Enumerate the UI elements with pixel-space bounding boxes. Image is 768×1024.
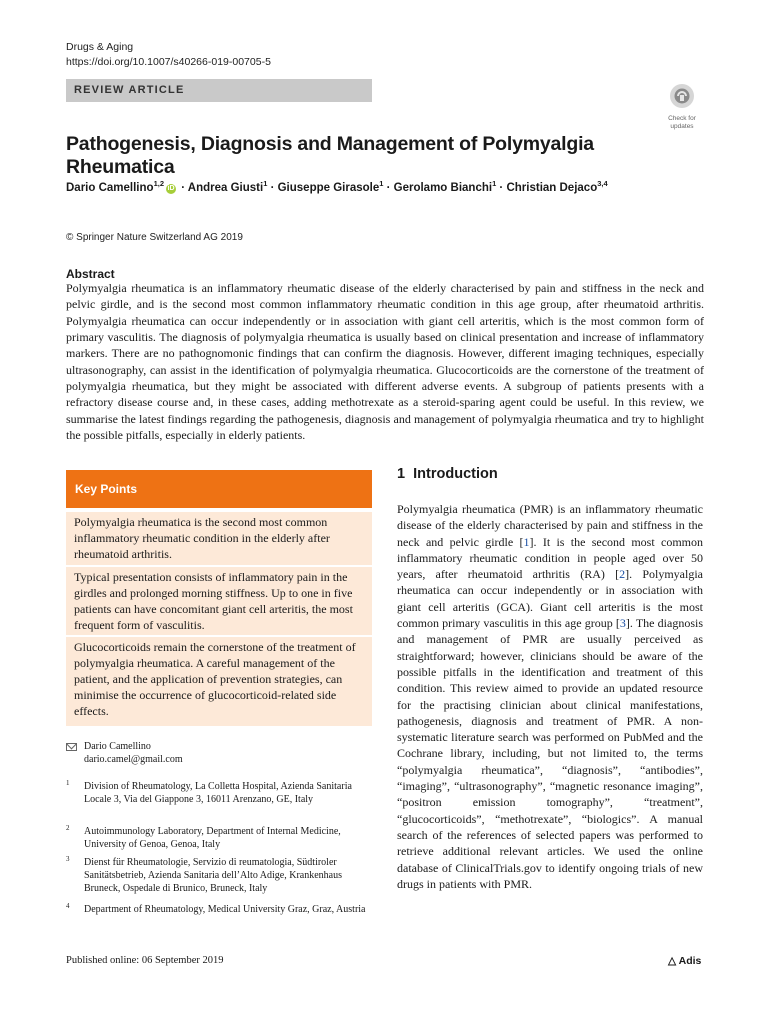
- check-for-updates-icon: [669, 83, 695, 109]
- affiliation-number: 3: [66, 855, 70, 863]
- journal-info: [66, 40, 271, 70]
- key-point-item: Typical presentation consists of inflammatory pain in the girdles and prolonged morning stiffness. Up to one in five patients can have concomitant giant cell arteritis, the most frequent form of vasculitis.: [66, 567, 372, 635]
- citation-link[interactable]: 1: [523, 534, 530, 549]
- affiliation: [66, 825, 366, 851]
- intro-text-segment: ]. It is the second most common inflammatory rheumatic condition in people aged over 50 years, after rheumatoid arthritis (RA) [: [397, 534, 703, 582]
- abstract-text: Polymyalgia rheumatica is an inflammatory rheumatic disease of the elderly characterised by pain and stiffness in the neck and pelvic girdle, and is the second most common inflammatory rheumatic condition in this age group, after rheumatoid arthritis. Polymyalgia rheumatica can occur independently or in association with giant cell arteritis, which is the most common form of primary vasculitis. The diagnosis of polymyalgia rheumatica is usually based on clinical presentation and increase of inflammatory markers. There are no pathognomonic findings that can confirm the diagnosis. However, different imaging techniques, especially ultrasonography, can assist in the identification of polymyalgia rheumatica. Glucocorticoids are the cornerstone of the treatment of polymyalgia rheumatica, but they might be associated with different adverse events. A subgroup of patients presents with a refractory disease course and, in these cases, adding methotrexate as a steroid-sparing agent could be useful. In this review, we summarise the latest findings regarding the pathogenesis, diagnosis and management of polymyalgia rheumatica and try to highlight the possible pitfalls, especially in elderly patients.: [66, 281, 704, 443]
- affiliation-text: Department of Rheumatology, Medical University Graz, Graz, Austria: [84, 904, 366, 915]
- article-title: Pathogenesis, Diagnosis and Management of Polymyalgia Rheumatica: [66, 133, 594, 178]
- triangle-logo-icon: △: [668, 955, 677, 967]
- author-name[interactable]: Giuseppe Girasole: [277, 181, 380, 194]
- section-heading-introduction: [397, 466, 498, 482]
- badge-label-1: Check for: [668, 115, 696, 122]
- orcid-icon[interactable]: iD: [167, 184, 175, 192]
- badge-label-2: updates: [670, 123, 694, 130]
- affiliation-text: Autoimmunology Laboratory, Department of Internal Medicine, University of Genoa, Genoa, Italy: [84, 826, 341, 850]
- author-affil: 1: [379, 179, 384, 188]
- intro-text-segment: Polymyalgia rheumatica (PMR) is an inflammatory rheumatic disease of the elderly characterised by pain and stiffness in the neck and pelvic girdle [: [397, 502, 703, 549]
- author-affil: 1: [263, 179, 268, 188]
- author-separator: ·: [178, 181, 188, 194]
- check-for-updates-badge[interactable]: [662, 83, 702, 130]
- correspondence-email[interactable]: dario.camel@gmail.com: [84, 754, 183, 765]
- author-affil: 3,4: [597, 179, 608, 188]
- author-name[interactable]: Andrea Giusti: [187, 181, 264, 194]
- key-points-heading: Key Points: [66, 470, 372, 508]
- affiliation: [66, 856, 366, 895]
- correspondence-name: Dario Camellino: [84, 741, 151, 752]
- publisher-logo: [668, 955, 701, 967]
- citation-link[interactable]: 2: [619, 567, 626, 582]
- author-name[interactable]: Christian Dejaco: [506, 181, 598, 194]
- published-date: Published online: 06 September 2019: [66, 955, 224, 966]
- affiliation-number: 1: [66, 779, 70, 787]
- introduction-text: [397, 501, 703, 892]
- author-list: [66, 179, 706, 194]
- author-separator: ·: [267, 181, 278, 194]
- key-point-item: Glucocorticoids remain the cornerstone of the treatment of polymyalgia rheumatica. A careful management of the patient, and the application of prevention strategies, can minimise the occurrence of glucocorticoid-related side effects.: [66, 637, 372, 726]
- author-affil: 1: [492, 179, 497, 188]
- affiliation-text: Dienst für Rheumatologie, Servizio di reumatologia, Südtiroler Sanitätsbetrieb, Azienda Sanitaria dell’Alto Adige, Krankenhaus Bruneck, Ospedale di Brunico, Bruneck, Italy: [84, 857, 342, 894]
- publisher-name: Adis: [678, 955, 702, 967]
- copyright-notice: © Springer Nature Switzerland AG 2019: [66, 232, 243, 243]
- affiliation: [66, 903, 366, 916]
- section-title: Introduction: [413, 466, 498, 482]
- author-name[interactable]: Gerolamo Bianchi: [393, 181, 493, 194]
- affiliation-number: 4: [66, 902, 70, 910]
- doi-link[interactable]: https://doi.org/10.1007/s40266-019-00705-5: [66, 56, 271, 68]
- correspondence: [84, 740, 183, 766]
- author-affil: 1,2: [153, 179, 164, 188]
- intro-text-segment: ]. Polymyalgia rheumatica can occur independently or in association with giant cell arteritis (GCA). Giant cell arteritis is the most common primary vasculitis in this age group [: [397, 567, 703, 631]
- author-separator: ·: [496, 181, 507, 194]
- author-name[interactable]: Dario Camellino: [66, 181, 154, 194]
- envelope-icon: [66, 743, 77, 751]
- journal-name: Drugs & Aging: [66, 41, 134, 53]
- affiliation-number: 2: [66, 824, 70, 832]
- abstract-heading: Abstract: [66, 267, 115, 281]
- author-separator: ·: [383, 181, 394, 194]
- intro-text-segment: ]. The diagnosis and management of PMR are usually perceived as straightforward; however, clinicians should be aware of the possible pitfalls in the identification and treatment of this condition. This review aimed to provide an updated resource for the practising clinician about clinical manifestations, pathogenesis, diagnosis and treatment of PMR. A non-systematic literature search was performed on PubMed and the Cochrane library, including, but not limited to, the terms “polymyalgia rheumatica”, “diagnosis”, “antibodies”, “imaging”, “ultrasonography”, “magnetic resonance imaging”, “positron emission tomography”, “treatment”, “glucocorticoids”, “methotrexate”, “biologics”. A manual search of the references of selected papers was performed to retrieve additional relevant articles. We used the online database of ClinicalTrials.gov to identify ongoing trials of new drugs in patients with PMR.: [397, 616, 703, 891]
- citation-link[interactable]: 3: [619, 616, 626, 631]
- key-point-item: Polymyalgia rheumatica is the second most common inflammatory rheumatic condition in the elderly after rheumatoid arthritis.: [66, 512, 372, 565]
- section-number: 1: [397, 466, 406, 482]
- article-type-bar: REVIEW ARTICLE: [66, 79, 372, 102]
- affiliation: [66, 780, 366, 806]
- affiliation-text: Division of Rheumatology, La Colletta Hospital, Azienda Sanitaria Locale 3, Via del Giappone 3, 16011 Arenzano, GE, Italy: [84, 781, 352, 805]
